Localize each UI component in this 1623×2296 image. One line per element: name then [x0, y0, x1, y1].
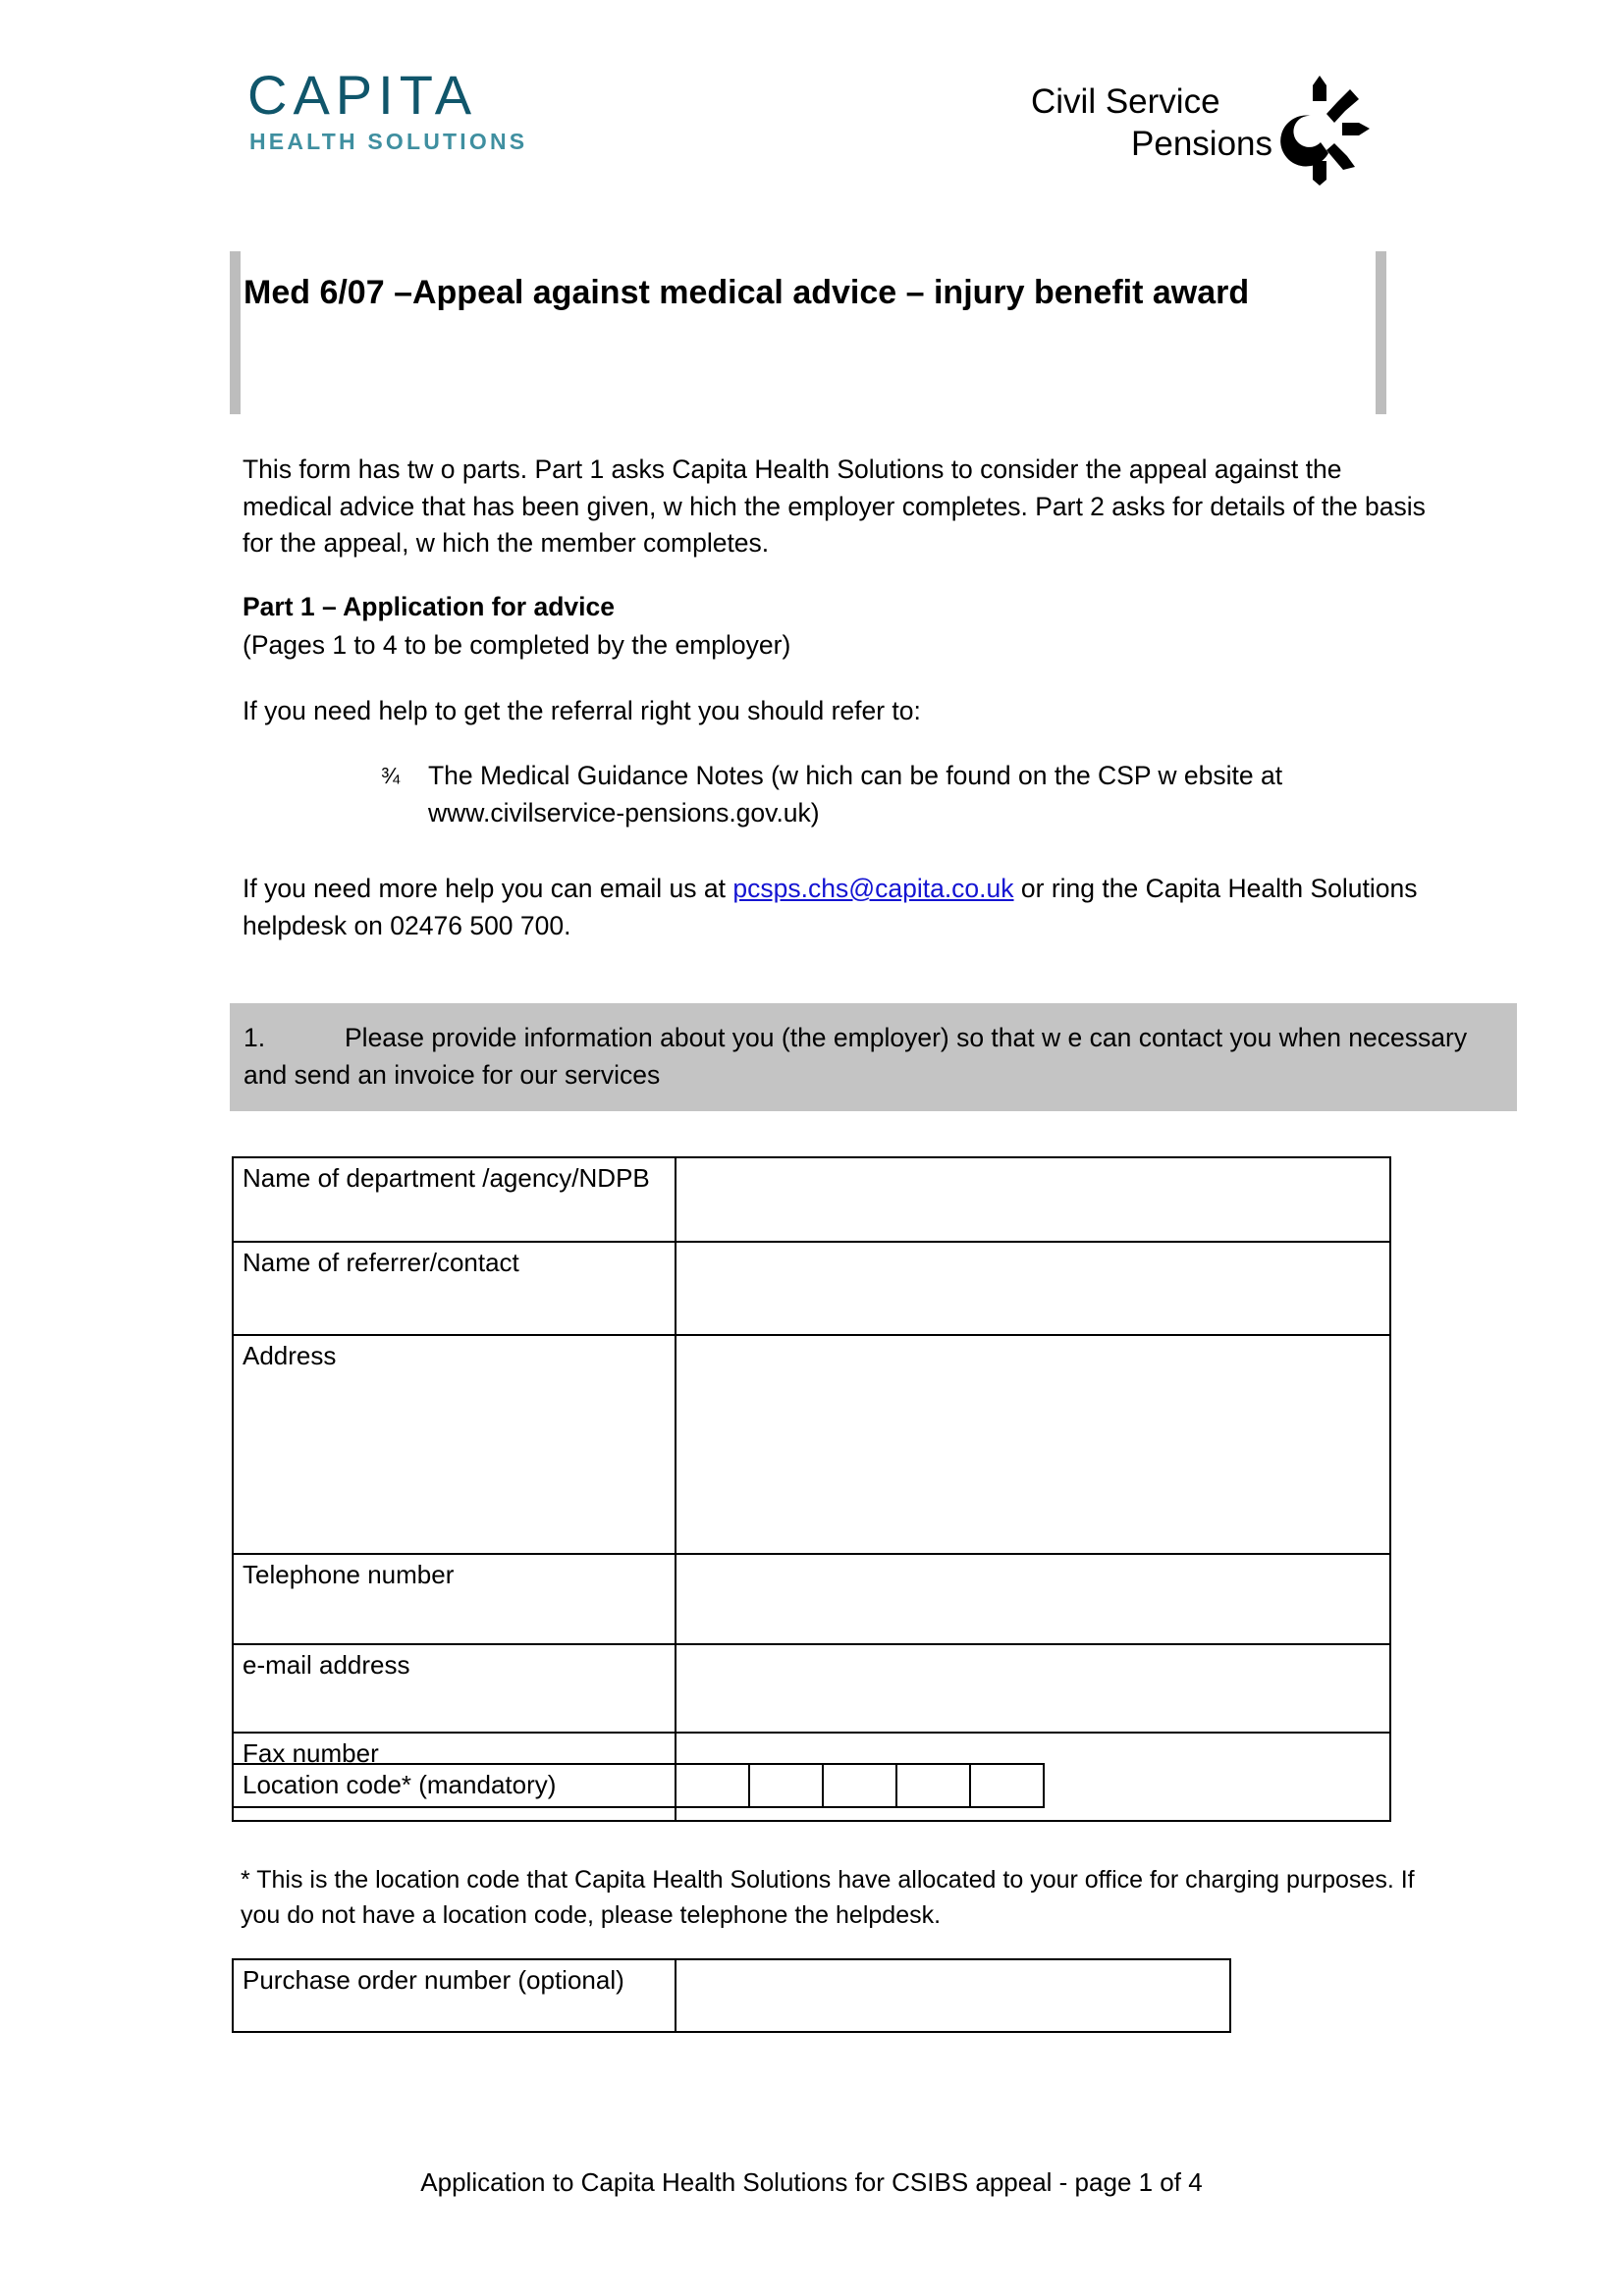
contact-field-input[interactable] — [676, 1335, 1390, 1554]
csp-starburst-icon — [1272, 62, 1371, 186]
capita-wordmark: CAPITA — [247, 64, 478, 126]
csp-wordmark-line2: Pensions — [1131, 125, 1272, 163]
location-code-box-2[interactable] — [749, 1764, 823, 1807]
purchase-order-label: Purchase order number (optional) — [233, 1959, 676, 2032]
location-code-box-5[interactable] — [970, 1764, 1044, 1807]
title-rule-right — [1376, 251, 1386, 414]
contact-field-input[interactable] — [676, 1644, 1390, 1733]
employer-contact-table — [232, 1156, 1391, 1822]
table-row — [233, 1242, 1390, 1335]
contact-field-label: Name of referrer/contact — [233, 1242, 676, 1335]
intro-paragraph: This form has tw o parts. Part 1 asks Capita Health Solutions to consider the appeal against the medical advice that has been given, w hich the employer completes. Part 2 asks for details of the basis for the appeal, w hich the member completes. — [243, 454, 1426, 559]
contact-field-label: Fax number — [233, 1733, 676, 1821]
part1-help-intro: If you need help to get the referral right you should refer to: — [243, 696, 921, 725]
contact-field-input[interactable] — [676, 1554, 1390, 1644]
capita-health-solutions-logo — [247, 64, 552, 154]
part1-subheading: (Pages 1 to 4 to be completed by the employer) — [243, 630, 791, 660]
location-code-box-4[interactable] — [896, 1764, 970, 1807]
table-row — [233, 1157, 1390, 1242]
helpdesk-text-after: or ring the Capita Health Solutions helpdesk on 02476 500 700. — [243, 874, 1418, 940]
guidance-notes-bullet — [381, 758, 1392, 831]
contact-field-label: Address — [233, 1335, 676, 1554]
header-logos — [0, 0, 1623, 245]
question-1-number: 1. — [243, 1023, 266, 1052]
location-code-box-1[interactable] — [676, 1764, 749, 1807]
table-row — [233, 1644, 1390, 1733]
guidance-notes-text: The Medical Guidance Notes (w hich can be found on the CSP w ebsite at www.civilservice-pensions.gov.uk) — [428, 761, 1283, 828]
table-row — [233, 1554, 1390, 1644]
contact-field-input[interactable] — [676, 1242, 1390, 1335]
contact-table-body — [233, 1157, 1390, 1821]
capita-tagline: HEALTH SOLUTIONS — [249, 128, 528, 154]
location-code-label: Location code* (mandatory) — [233, 1764, 676, 1807]
civil-service-pensions-logo — [1027, 61, 1379, 187]
location-code-footnote: * This is the location code that Capita Health Solutions have allocated to your office for charging purposes. If you do not have a location code, please telephone the helpdesk. — [241, 1866, 1415, 1929]
contact-field-input[interactable] — [676, 1157, 1390, 1242]
question-1-text: Please provide information about you (the employer) so that w e can contact you when necessary and send an invoice for our services — [243, 1023, 1468, 1090]
page-footer: Application to Capita Health Solutions for CSIBS appeal - page 1 of 4 — [420, 2167, 1203, 2197]
table-row — [233, 1764, 1044, 1807]
csp-wordmark — [1027, 81, 1276, 165]
bullet-icon: ¾ — [381, 763, 401, 788]
contact-field-label: Telephone number — [233, 1554, 676, 1644]
table-row — [233, 1335, 1390, 1554]
csp-wordmark-line1: Civil Service — [1031, 82, 1220, 122]
contact-field-label: e-mail address — [233, 1644, 676, 1733]
page-title: Med 6/07 –Appeal against medical advice – injury benefit award — [243, 274, 1250, 311]
title-rule-left — [230, 251, 241, 414]
support-email-link[interactable]: pcsps.chs@capita.co.uk — [732, 874, 1014, 903]
contact-field-label: Name of department /agency/NDPB — [233, 1157, 676, 1242]
location-code-table — [232, 1763, 1045, 1808]
purchase-order-table — [232, 1958, 1231, 2033]
helpdesk-paragraph — [243, 871, 1440, 944]
question-1-banner — [230, 1003, 1517, 1111]
title-band — [230, 251, 1386, 414]
location-code-box-3[interactable] — [823, 1764, 896, 1807]
helpdesk-text-before: If you need more help you can email us at — [243, 874, 733, 903]
part1-heading: Part 1 – Application for advice — [243, 592, 615, 621]
table-row — [233, 1959, 1230, 2032]
purchase-order-input[interactable] — [676, 1959, 1230, 2032]
